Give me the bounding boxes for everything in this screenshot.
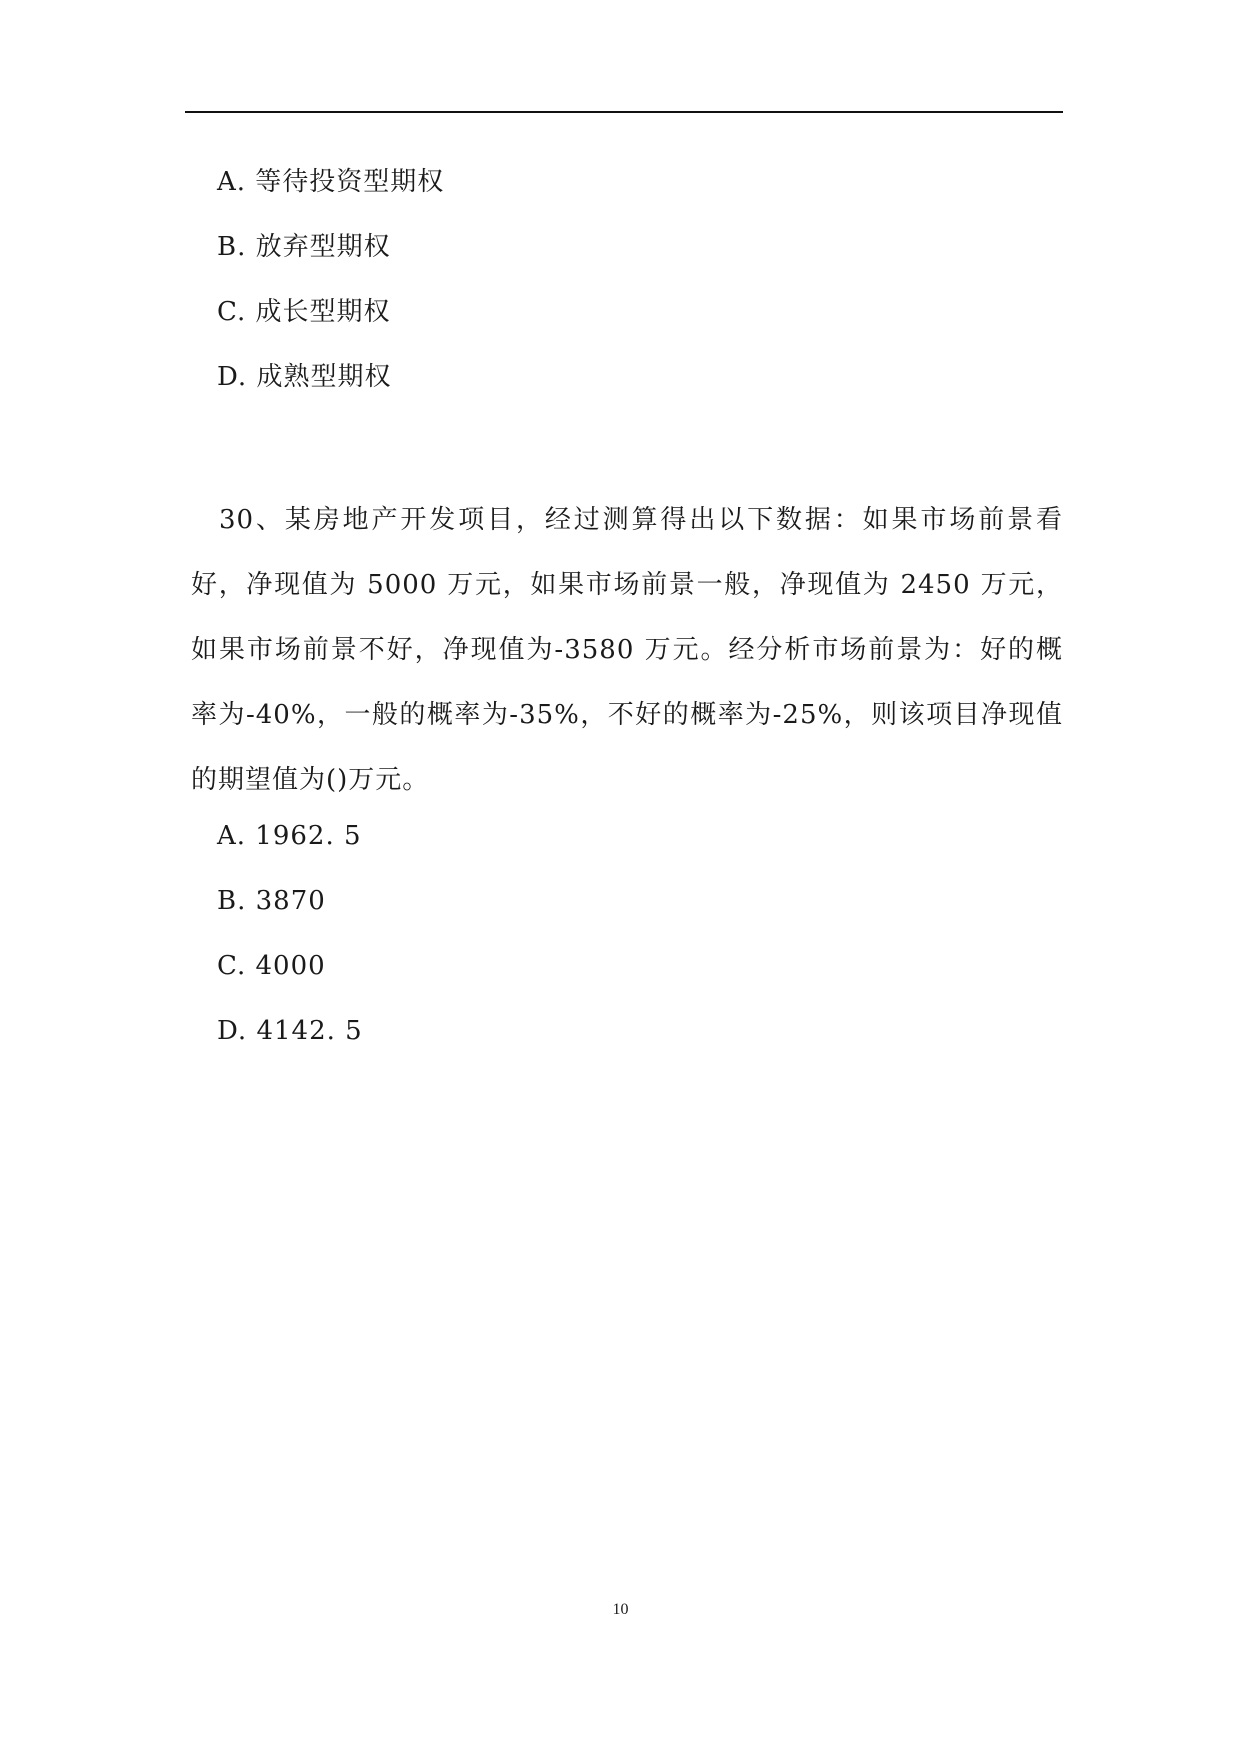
q30-option-d: D. 4142. 5	[217, 1016, 363, 1046]
page-number: 10	[612, 1601, 629, 1618]
q30-option-c: C. 4000	[217, 951, 326, 981]
q29-option-b: B. 放弃型期权	[217, 232, 391, 262]
header-rule	[185, 111, 1063, 113]
q30-option-a: A. 1962. 5	[217, 821, 362, 851]
q30-question-text: 30、某房地产开发项目，经过测算得出以下数据：如果市场前景看好，净现值为 5000 万元，如果市场前景一般，净现值为 2450 万元，如果市场前景不好，净现值为-3580 万元。经分析市场前景为：好的概率为-40%，一般的概率为-35%，不好的概率为-25%，则该项目净现值的期望值为()万元。	[191, 505, 1063, 795]
q29-option-a: A. 等待投资型期权	[217, 167, 445, 197]
q30-option-b: B. 3870	[217, 886, 326, 916]
q29-option-d: D. 成熟型期权	[217, 362, 392, 392]
q29-option-c: C. 成长型期权	[217, 297, 391, 327]
